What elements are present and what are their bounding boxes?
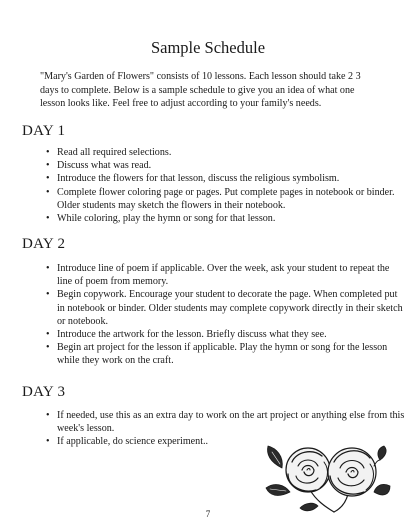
intro-paragraph: "Mary's Garden of Flowers" consists of 10 lessons. Each lesson should take 2 3 days to complete. Below is a sample schedule to give you an idea of what one lesson looks like. Feel free to adjust according to your family's needs. — [40, 71, 361, 110]
list-item: • Introduce line of poem if applicable. Over the week, ask your student to repeat the line of poem from memory. — [57, 262, 407, 288]
page-title: Sample Schedule — [150, 38, 266, 57]
list-item: • If needed, use this as an extra day to work on the art project or anything else from this week's lesson. — [57, 409, 407, 435]
list-item: • Complete flower coloring page or pages. Put complete pages in notebook or binder. Older students may sketch the flowers in their notebook. — [57, 186, 402, 212]
day-2-heading: DAY 2 — [22, 236, 66, 252]
list-item: • Begin art project for the lesson if applicable. Play the hymn or song for the lesson while they work on the craft. — [57, 341, 407, 367]
list-item: • Introduce the artwork for the lesson. Briefly discuss what they see. — [57, 328, 407, 341]
list-item: • Introduce the flowers for that lesson, discuss the religious symbolism. — [57, 172, 402, 185]
day-1-list — [44, 146, 402, 225]
roses-drawing-icon — [262, 432, 392, 514]
list-item: • Read all required selections. — [57, 146, 402, 159]
list-item: • While coloring, play the hymn or song for that lesson. — [57, 212, 402, 225]
day-1-heading: DAY 1 — [22, 123, 66, 139]
list-item: • Discuss what was read. — [57, 159, 402, 172]
list-item: • If applicable, do science experiment.. — [57, 435, 407, 448]
day-2-list — [44, 262, 407, 368]
list-item: • Begin copywork. Encourage your student to decorate the page. When completed put in notebook or binder. Older students may complete copywork directly in their sketch or notebook. — [57, 288, 407, 328]
day-3-heading: DAY 3 — [22, 384, 66, 400]
page-number: 7 — [205, 509, 211, 519]
